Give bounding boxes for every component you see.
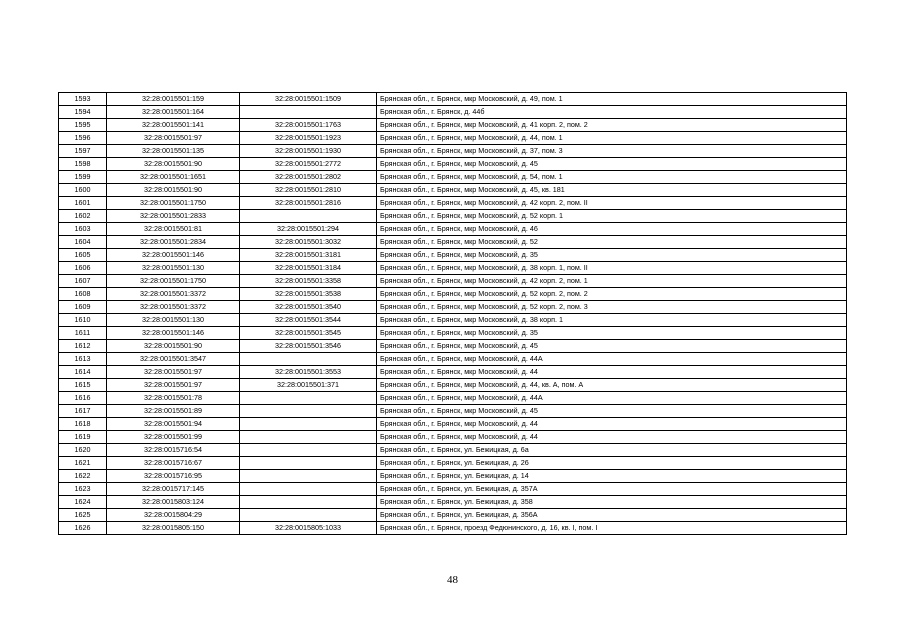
row-number-cell: 1593 xyxy=(59,93,107,106)
address-cell: Брянская обл., г. Брянск, мкр Московский, д. 44 xyxy=(377,431,847,444)
address-cell: Брянская обл., г. Брянск, мкр Московский, д. 52 xyxy=(377,236,847,249)
row-number-cell: 1612 xyxy=(59,340,107,353)
address-cell: Брянская обл., г. Брянск, мкр Московский, д. 49, пом. 1 xyxy=(377,93,847,106)
cadastral-number-cell: 32:28:0015716:95 xyxy=(107,470,240,483)
table-row xyxy=(59,197,847,210)
cadastral-number-cell: 32:28:0015716:67 xyxy=(107,457,240,470)
table-row xyxy=(59,418,847,431)
address-cell: Брянская обл., г. Брянск, мкр Московский, д. 38 корп. 1 xyxy=(377,314,847,327)
cadastral-number-cell: 32:28:0015501:130 xyxy=(107,314,240,327)
cadastral-number-cell: 32:28:0015501:3372 xyxy=(107,288,240,301)
row-number-cell: 1615 xyxy=(59,379,107,392)
address-cell: Брянская обл., г. Брянск, мкр Московский, д. 37, пом. 3 xyxy=(377,145,847,158)
address-cell: Брянская обл., г. Брянск, проезд Федюнинского, д. 16, кв. I, пом. I xyxy=(377,522,847,535)
row-number-cell: 1601 xyxy=(59,197,107,210)
related-cadastral-number-cell xyxy=(240,405,377,418)
table-row xyxy=(59,132,847,145)
related-cadastral-number-cell xyxy=(240,509,377,522)
table-row xyxy=(59,119,847,132)
cadastral-number-cell: 32:28:0015501:1750 xyxy=(107,275,240,288)
row-number-cell: 1611 xyxy=(59,327,107,340)
row-number-cell: 1598 xyxy=(59,158,107,171)
row-number-cell: 1614 xyxy=(59,366,107,379)
row-number-cell: 1613 xyxy=(59,353,107,366)
related-cadastral-number-cell: 32:28:0015501:1763 xyxy=(240,119,377,132)
cadastral-number-cell: 32:28:0015501:90 xyxy=(107,340,240,353)
row-number-cell: 1624 xyxy=(59,496,107,509)
table-row xyxy=(59,249,847,262)
related-cadastral-number-cell xyxy=(240,444,377,457)
address-cell: Брянская обл., г. Брянск, мкр Московский, д. 54, пом. 1 xyxy=(377,171,847,184)
related-cadastral-number-cell xyxy=(240,106,377,119)
cadastral-number-cell: 32:28:0015501:1651 xyxy=(107,171,240,184)
table-row xyxy=(59,483,847,496)
cadastral-number-cell: 32:28:0015717:145 xyxy=(107,483,240,496)
cadastral-number-cell: 32:28:0015501:146 xyxy=(107,327,240,340)
row-number-cell: 1606 xyxy=(59,262,107,275)
address-cell: Брянская обл., г. Брянск, мкр Московский, д. 42 корп. 2, пом. II xyxy=(377,197,847,210)
table-row xyxy=(59,327,847,340)
row-number-cell: 1621 xyxy=(59,457,107,470)
cadastral-number-cell: 32:28:0015501:135 xyxy=(107,145,240,158)
related-cadastral-number-cell xyxy=(240,496,377,509)
address-cell: Брянская обл., г. Брянск, мкр Московский, д. 38 корп. 1, пом. II xyxy=(377,262,847,275)
related-cadastral-number-cell xyxy=(240,353,377,366)
related-cadastral-number-cell: 32:28:0015501:3544 xyxy=(240,314,377,327)
table-row xyxy=(59,366,847,379)
table-row xyxy=(59,158,847,171)
related-cadastral-number-cell: 32:28:0015501:1509 xyxy=(240,93,377,106)
table-row xyxy=(59,223,847,236)
row-number-cell: 1616 xyxy=(59,392,107,405)
table-row xyxy=(59,457,847,470)
table-row xyxy=(59,522,847,535)
cadastral-number-cell: 32:28:0015501:159 xyxy=(107,93,240,106)
address-cell: Брянская обл., г. Брянск, мкр Московский, д. 44А xyxy=(377,392,847,405)
address-cell: Брянская обл., г. Брянск, ул. Бежицкая, д. 358 xyxy=(377,496,847,509)
row-number-cell: 1594 xyxy=(59,106,107,119)
table-row xyxy=(59,210,847,223)
table-row xyxy=(59,236,847,249)
address-cell: Брянская обл., г. Брянск, мкр Московский, д. 44А xyxy=(377,353,847,366)
cadastral-number-cell: 32:28:0015716:54 xyxy=(107,444,240,457)
address-cell: Брянская обл., г. Брянск, ул. Бежицкая, д. 6а xyxy=(377,444,847,457)
row-number-cell: 1620 xyxy=(59,444,107,457)
table-row xyxy=(59,288,847,301)
row-number-cell: 1618 xyxy=(59,418,107,431)
cadastral-number-cell: 32:28:0015501:130 xyxy=(107,262,240,275)
table-row xyxy=(59,444,847,457)
address-cell: Брянская обл., г. Брянск, мкр Московский, д. 45 xyxy=(377,158,847,171)
address-cell: Брянская обл., г. Брянск, мкр Московский, д. 44 xyxy=(377,418,847,431)
address-cell: Брянская обл., г. Брянск, мкр Московский, д. 52 корп. 2, пом. 3 xyxy=(377,301,847,314)
row-number-cell: 1626 xyxy=(59,522,107,535)
related-cadastral-number-cell: 32:28:0015501:2802 xyxy=(240,171,377,184)
related-cadastral-number-cell: 32:28:0015501:371 xyxy=(240,379,377,392)
address-cell: Брянская обл., г. Брянск, мкр Московский, д. 35 xyxy=(377,249,847,262)
row-number-cell: 1604 xyxy=(59,236,107,249)
table-row xyxy=(59,301,847,314)
table-row xyxy=(59,93,847,106)
row-number-cell: 1595 xyxy=(59,119,107,132)
cadastral-number-cell: 32:28:0015501:3547 xyxy=(107,353,240,366)
row-number-cell: 1617 xyxy=(59,405,107,418)
cadastral-number-cell: 32:28:0015501:2834 xyxy=(107,236,240,249)
cadastral-number-cell: 32:28:0015501:97 xyxy=(107,366,240,379)
table-row xyxy=(59,392,847,405)
address-cell: Брянская обл., г. Брянск, ул. Бежицкая, д. 356А xyxy=(377,509,847,522)
row-number-cell: 1623 xyxy=(59,483,107,496)
related-cadastral-number-cell xyxy=(240,457,377,470)
related-cadastral-number-cell: 32:28:0015501:3546 xyxy=(240,340,377,353)
registry-table-body xyxy=(59,93,847,535)
related-cadastral-number-cell: 32:28:0015501:3184 xyxy=(240,262,377,275)
table-row xyxy=(59,184,847,197)
row-number-cell: 1607 xyxy=(59,275,107,288)
row-number-cell: 1596 xyxy=(59,132,107,145)
table-row xyxy=(59,379,847,392)
row-number-cell: 1605 xyxy=(59,249,107,262)
page-number: 48 xyxy=(447,574,458,586)
related-cadastral-number-cell xyxy=(240,470,377,483)
related-cadastral-number-cell xyxy=(240,483,377,496)
cadastral-number-cell: 32:28:0015501:1750 xyxy=(107,197,240,210)
cadastral-number-cell: 32:28:0015501:97 xyxy=(107,132,240,145)
related-cadastral-number-cell: 32:28:0015501:1923 xyxy=(240,132,377,145)
related-cadastral-number-cell: 32:28:0015501:1930 xyxy=(240,145,377,158)
address-cell: Брянская обл., г. Брянск, мкр Московский, д. 41 корп. 2, пом. 2 xyxy=(377,119,847,132)
related-cadastral-number-cell: 32:28:0015501:3032 xyxy=(240,236,377,249)
related-cadastral-number-cell: 32:28:0015501:294 xyxy=(240,223,377,236)
related-cadastral-number-cell: 32:28:0015501:3540 xyxy=(240,301,377,314)
table-row xyxy=(59,145,847,158)
table-row xyxy=(59,275,847,288)
row-number-cell: 1625 xyxy=(59,509,107,522)
row-number-cell: 1597 xyxy=(59,145,107,158)
related-cadastral-number-cell: 32:28:0015501:3545 xyxy=(240,327,377,340)
address-cell: Брянская обл., г. Брянск, мкр Московский, д. 45 xyxy=(377,340,847,353)
table-row xyxy=(59,314,847,327)
address-cell: Брянская обл., г. Брянск, мкр Московский, д. 52 корп. 1 xyxy=(377,210,847,223)
cadastral-number-cell: 32:28:0015803:124 xyxy=(107,496,240,509)
address-cell: Брянская обл., г. Брянск, мкр Московский, д. 44, пом. 1 xyxy=(377,132,847,145)
table-row xyxy=(59,470,847,483)
table-row xyxy=(59,171,847,184)
table-row xyxy=(59,405,847,418)
cadastral-number-cell: 32:28:0015501:81 xyxy=(107,223,240,236)
row-number-cell: 1599 xyxy=(59,171,107,184)
cadastral-number-cell: 32:28:0015501:164 xyxy=(107,106,240,119)
cadastral-number-cell: 32:28:0015501:89 xyxy=(107,405,240,418)
cadastral-number-cell: 32:28:0015501:78 xyxy=(107,392,240,405)
related-cadastral-number-cell: 32:28:0015805:1033 xyxy=(240,522,377,535)
address-cell: Брянская обл., г. Брянск, д. 44б xyxy=(377,106,847,119)
row-number-cell: 1602 xyxy=(59,210,107,223)
cadastral-number-cell: 32:28:0015501:97 xyxy=(107,379,240,392)
related-cadastral-number-cell xyxy=(240,431,377,444)
registry-table xyxy=(58,92,847,535)
cadastral-number-cell: 32:28:0015805:150 xyxy=(107,522,240,535)
row-number-cell: 1610 xyxy=(59,314,107,327)
table-row xyxy=(59,431,847,444)
address-cell: Брянская обл., г. Брянск, ул. Бежицкая, д. 357А xyxy=(377,483,847,496)
row-number-cell: 1608 xyxy=(59,288,107,301)
table-row xyxy=(59,509,847,522)
table-row xyxy=(59,262,847,275)
cadastral-number-cell: 32:28:0015501:94 xyxy=(107,418,240,431)
address-cell: Брянская обл., г. Брянск, мкр Московский, д. 45, кв. 181 xyxy=(377,184,847,197)
address-cell: Брянская обл., г. Брянск, мкр Московский, д. 42 корп. 2, пом. 1 xyxy=(377,275,847,288)
address-cell: Брянская обл., г. Брянск, ул. Бежицкая, д. 14 xyxy=(377,470,847,483)
related-cadastral-number-cell xyxy=(240,392,377,405)
related-cadastral-number-cell xyxy=(240,418,377,431)
cadastral-number-cell: 32:28:0015501:99 xyxy=(107,431,240,444)
related-cadastral-number-cell: 32:28:0015501:3181 xyxy=(240,249,377,262)
related-cadastral-number-cell: 32:28:0015501:2772 xyxy=(240,158,377,171)
cadastral-number-cell: 32:28:0015501:141 xyxy=(107,119,240,132)
row-number-cell: 1609 xyxy=(59,301,107,314)
address-cell: Брянская обл., г. Брянск, мкр Московский, д. 45 xyxy=(377,405,847,418)
related-cadastral-number-cell: 32:28:0015501:3358 xyxy=(240,275,377,288)
related-cadastral-number-cell xyxy=(240,210,377,223)
row-number-cell: 1600 xyxy=(59,184,107,197)
table-row xyxy=(59,340,847,353)
cadastral-number-cell: 32:28:0015501:90 xyxy=(107,184,240,197)
related-cadastral-number-cell: 32:28:0015501:3553 xyxy=(240,366,377,379)
row-number-cell: 1622 xyxy=(59,470,107,483)
address-cell: Брянская обл., г. Брянск, ул. Бежицкая, д. 26 xyxy=(377,457,847,470)
address-cell: Брянская обл., г. Брянск, мкр Московский, д. 44, кв. А, пом. А xyxy=(377,379,847,392)
address-cell: Брянская обл., г. Брянск, мкр Московский, д. 46 xyxy=(377,223,847,236)
row-number-cell: 1619 xyxy=(59,431,107,444)
address-cell: Брянская обл., г. Брянск, мкр Московский, д. 52 корп. 2, пом. 2 xyxy=(377,288,847,301)
table-row xyxy=(59,106,847,119)
related-cadastral-number-cell: 32:28:0015501:2810 xyxy=(240,184,377,197)
cadastral-number-cell: 32:28:0015501:146 xyxy=(107,249,240,262)
related-cadastral-number-cell: 32:28:0015501:2816 xyxy=(240,197,377,210)
row-number-cell: 1603 xyxy=(59,223,107,236)
table-row xyxy=(59,353,847,366)
address-cell: Брянская обл., г. Брянск, мкр Московский, д. 35 xyxy=(377,327,847,340)
cadastral-number-cell: 32:28:0015501:3372 xyxy=(107,301,240,314)
cadastral-number-cell: 32:28:0015501:90 xyxy=(107,158,240,171)
table-row xyxy=(59,496,847,509)
related-cadastral-number-cell: 32:28:0015501:3538 xyxy=(240,288,377,301)
cadastral-number-cell: 32:28:0015501:2833 xyxy=(107,210,240,223)
cadastral-number-cell: 32:28:0015804:29 xyxy=(107,509,240,522)
address-cell: Брянская обл., г. Брянск, мкр Московский, д. 44 xyxy=(377,366,847,379)
